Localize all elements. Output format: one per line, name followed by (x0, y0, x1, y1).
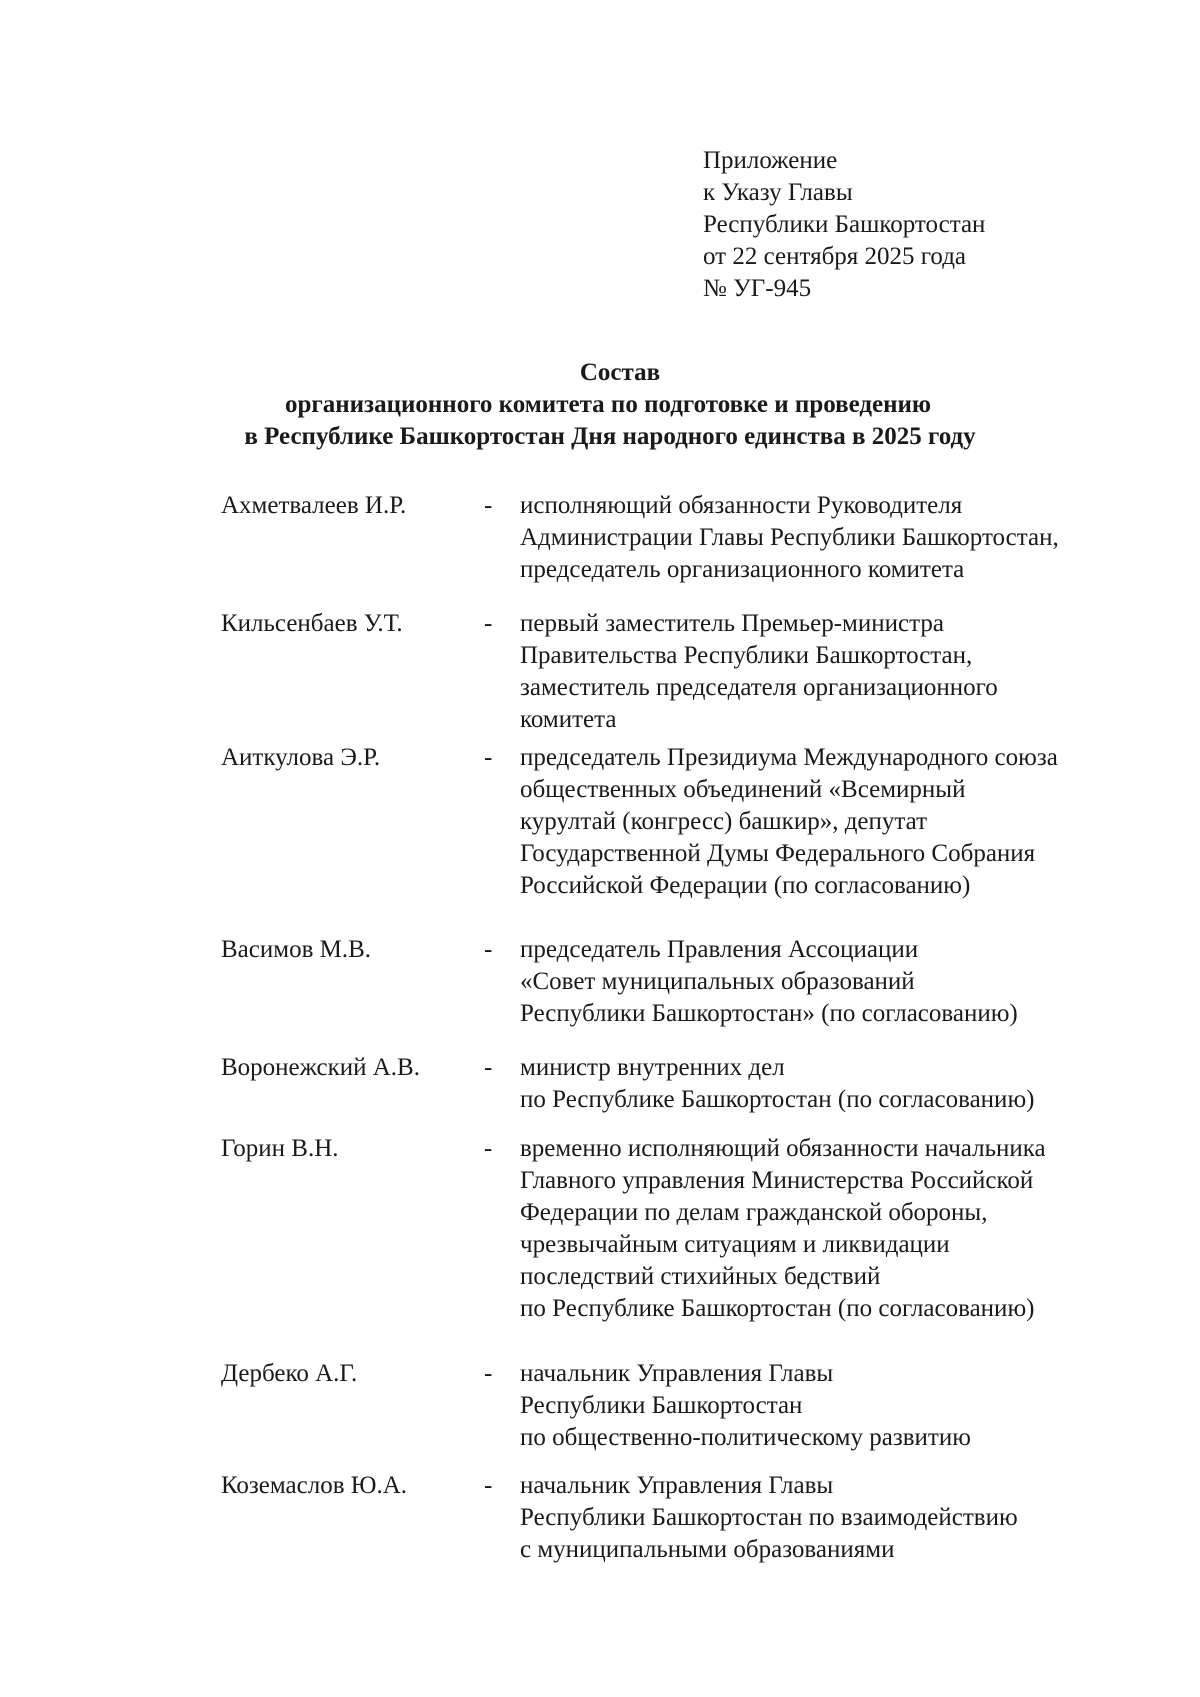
member-role (520, 1133, 1140, 1325)
role-line: начальник Управления Главы (520, 1360, 834, 1387)
role-line: по общественно-политическому развитию (520, 1424, 971, 1451)
member-name: Дербеко А.Г. (221, 1360, 358, 1387)
separator-dash: - (484, 1472, 493, 1499)
role-line: заместитель председателя организационного (520, 674, 998, 701)
title-line: Состав (579, 359, 661, 386)
member-role (520, 934, 1140, 1030)
role-line: «Совет муниципальных образований (520, 968, 915, 995)
appendix-line: № УГ-945 (703, 275, 812, 302)
role-line: Республики Башкортостан (520, 1392, 803, 1419)
separator-dash: - (484, 610, 493, 637)
member-role (520, 1052, 1140, 1116)
member-name: Воронежский А.В. (221, 1054, 420, 1081)
appendix-line: от 22 сентября 2025 года (703, 243, 967, 270)
member-name: Кильсенбаев У.Т. (221, 610, 403, 637)
separator-dash: - (484, 1135, 493, 1162)
role-line: курултай (конгресс) башкир», депутат (520, 808, 928, 835)
role-line: по Республике Башкортостан (по согласованию) (520, 1086, 1035, 1113)
role-line: общественных объединений «Всемирный (520, 776, 966, 803)
role-line: председатель организационного комитета (520, 556, 965, 583)
appendix-line: Приложение (703, 147, 838, 174)
role-line: Республики Башкортостан по взаимодействию (520, 1504, 1018, 1531)
role-line: председатель Правления Ассоциации (520, 936, 919, 963)
role-line: Федерации по делам гражданской обороны, (520, 1199, 988, 1226)
role-line: исполняющий обязанности Руководителя (520, 492, 963, 519)
separator-dash: - (484, 1360, 493, 1387)
role-line: временно исполняющий обязанности начальника (520, 1135, 1046, 1162)
member-role (520, 1470, 1140, 1566)
role-line: председатель Президиума Международного союза (520, 744, 1058, 771)
member-name: Коземаслов Ю.А. (221, 1472, 408, 1499)
role-line: комитета (520, 706, 617, 733)
member-name: Горин В.Н. (221, 1135, 339, 1162)
appendix-line: Республики Башкортостан (703, 211, 986, 238)
role-line: чрезвычайным ситуациям и ликвидации (520, 1231, 950, 1258)
role-line: министр внутренних дел (520, 1054, 785, 1081)
appendix-line: к Указу Главы (703, 179, 853, 206)
role-line: Правительства Республики Башкортостан, (520, 642, 973, 669)
title-line: в Республике Башкортостан Дня народного единства в 2025 году (244, 423, 976, 450)
role-line: Администрации Главы Республики Башкортостан, (520, 524, 1059, 551)
role-line: Государственной Думы Федерального Собрания (520, 840, 1036, 867)
role-line: по Республике Башкортостан (по согласованию) (520, 1295, 1035, 1322)
separator-dash: - (484, 744, 493, 771)
role-line: с муниципальными образованиями (520, 1536, 895, 1563)
member-name: Аиткулова Э.Р. (221, 744, 381, 771)
role-line: последствий стихийных бедствий (520, 1263, 881, 1290)
role-line: Российской Федерации (по согласованию) (520, 872, 971, 899)
member-role (520, 742, 1140, 902)
document-title (0, 357, 1200, 453)
separator-dash: - (484, 492, 493, 519)
member-name: Ахметвалеев И.Р. (221, 492, 407, 519)
role-line: первый заместитель Премьер-министра (520, 610, 944, 637)
role-line: Республики Башкортостан» (по согласованию) (520, 1000, 1018, 1027)
member-role (520, 1358, 1140, 1454)
member-role (520, 490, 1140, 586)
role-line: Главного управления Министерства Российской (520, 1167, 1034, 1194)
separator-dash: - (484, 1054, 493, 1081)
member-name: Васимов М.В. (221, 936, 372, 963)
member-role (520, 608, 1140, 736)
appendix-header (703, 145, 985, 305)
role-line: начальник Управления Главы (520, 1472, 834, 1499)
title-line: организационного комитета по подготовке и проведению (284, 391, 932, 418)
separator-dash: - (484, 936, 493, 963)
